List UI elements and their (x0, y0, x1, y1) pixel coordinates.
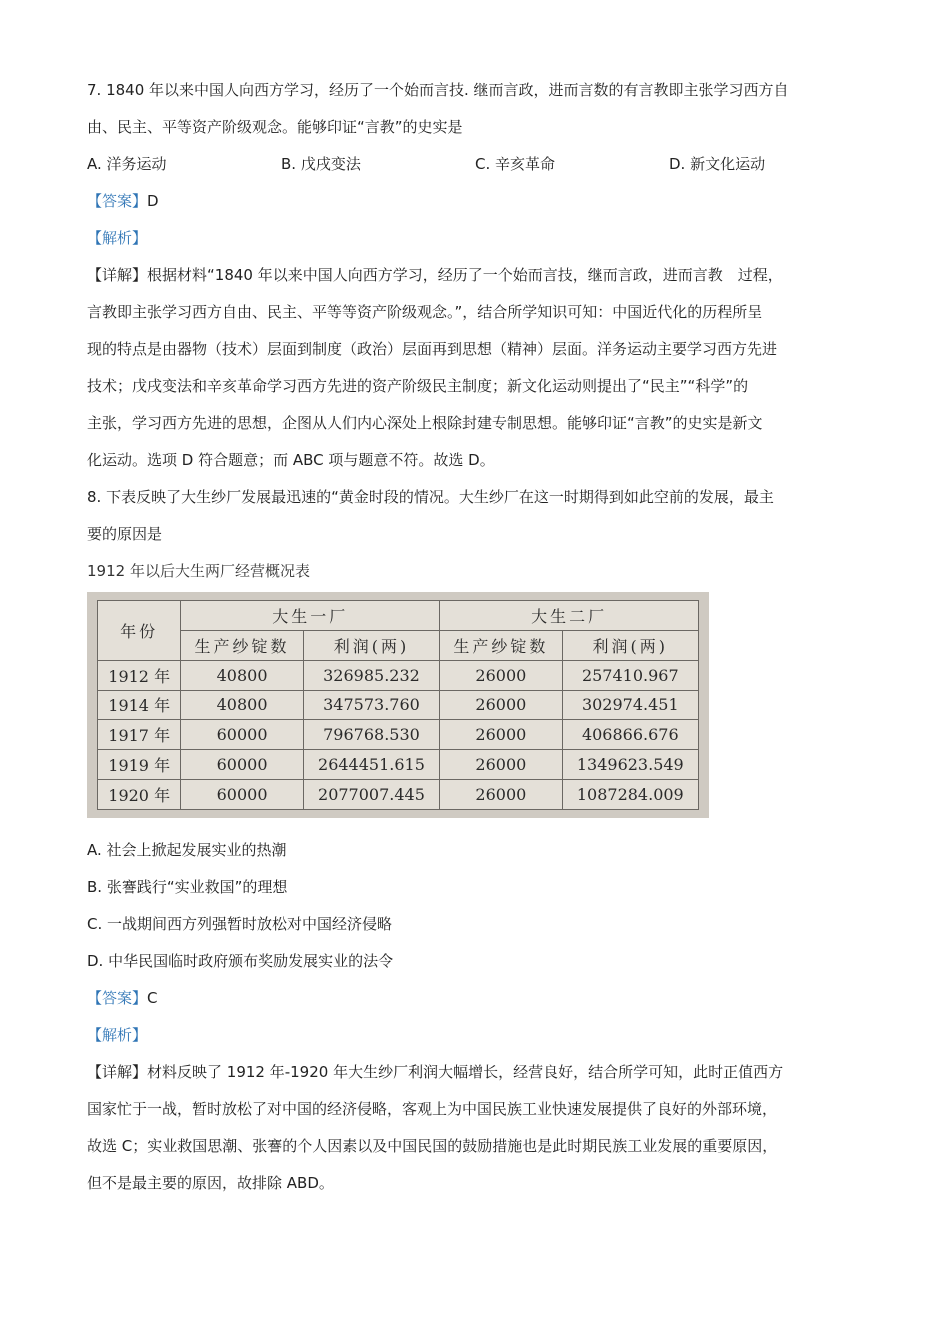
q7-detail-text-1: 根据材料“1840 年以来中国人向西方学习，经历了一个始而言技，继而言政，进而言教 过程， (147, 266, 783, 284)
q7-stem-line-2: 由、民主、平等资产阶级观念。能够印证“言教”的史实是 (87, 118, 463, 136)
header-mill-2: 大生二厂 (440, 601, 699, 631)
q8-stem-line-1: 8. 下表反映了大生纱厂发展最迅速的“黄金时段的情况。大生纱厂在这一时期得到如此空前的发展，最主 (87, 488, 774, 506)
q7-option-c: C. 辛亥革命 (475, 155, 556, 173)
header-mill-1: 大生一厂 (181, 601, 440, 631)
q8-option-b: B. 张謇践行“实业救国”的理想 (87, 878, 288, 896)
q8-table-photo (87, 592, 709, 818)
header-mill-2-spindles: 生产纱锭数 (440, 630, 562, 660)
q8-analysis (87, 1017, 877, 1054)
cell-mill-1-spindles: 40800 (181, 660, 303, 690)
document-page (87, 72, 877, 1202)
table-row (98, 660, 699, 690)
q7-option-d: D. 新文化运动 (669, 155, 766, 173)
q7-stem-line-1: 7. 1840 年以来中国人向西方学习，经历了一个始而言技. 继而言政，进而言数的有言教即主张学习西方自 (87, 81, 789, 99)
q8-detail-line-1 (87, 1054, 877, 1091)
header-mill-1-spindles: 生产纱锭数 (181, 630, 303, 660)
cell-year: 1914 年 (98, 690, 181, 720)
cell-year: 1912 年 (98, 660, 181, 690)
cell-mill-1-spindles: 40800 (181, 690, 303, 720)
cell-mill-2-profit: 257410.967 (562, 660, 698, 690)
q8-answer (87, 980, 877, 1017)
q7-detail-line-6: 化运动。选项 D 符合题意；而 ABC 项与题意不符。故选 D。 (87, 451, 495, 469)
q8-answer-tag: 【答案】 (87, 989, 148, 1007)
q7-option-b: B. 戊戌变法 (281, 155, 361, 173)
header-mill-1-profit: 利润(两) (303, 630, 439, 660)
cell-mill-1-profit: 2644451.615 (303, 750, 439, 780)
q8-option-d: D. 中华民国临时政府颁布奖励发展实业的法令 (87, 952, 394, 970)
cell-mill-1-profit: 347573.760 (303, 690, 439, 720)
q8-detail-line-2: 国家忙于一战，暂时放松了对中国的经济侵略，客观上为中国民族工业快速发展提供了良好的外部环境， (87, 1100, 778, 1118)
q8-detail-line-3: 故选 C；实业救国思潮、张謇的个人因素以及中国民国的鼓励措施也是此时期民族工业发展的重要原因， (87, 1137, 778, 1155)
cell-mill-2-spindles: 26000 (440, 660, 562, 690)
cell-mill-1-profit: 326985.232 (303, 660, 439, 690)
cell-mill-2-profit: 1087284.009 (562, 780, 698, 810)
cell-year: 1917 年 (98, 720, 181, 750)
q8-option-c: C. 一战期间西方列强暂时放松对中国经济侵略 (87, 915, 393, 933)
cell-mill-2-spindles: 26000 (440, 750, 562, 780)
cell-mill-2-profit: 302974.451 (562, 690, 698, 720)
q8-table-caption: 1912 年以后大生两厂经营概况表 (87, 562, 310, 580)
cell-mill-2-spindles: 26000 (440, 720, 562, 750)
cell-mill-1-profit: 2077007.445 (303, 780, 439, 810)
q7-detail-line-1 (87, 257, 877, 294)
q7-detail-line-3: 现的特点是由器物（技术）层面到制度（政治）层面再到思想（精神）层面。洋务运动主要学习西方先进 (87, 340, 778, 358)
table-row (98, 750, 699, 780)
q8-detail-line-4: 但不是最主要的原因，故排除 ABD。 (87, 1174, 334, 1192)
q7-analysis (87, 220, 877, 257)
cell-mill-2-profit: 406866.676 (562, 720, 698, 750)
table-row (98, 720, 699, 750)
q7-answer-value: D (147, 192, 159, 210)
mill-operations-table (97, 600, 699, 810)
spacer (87, 818, 877, 832)
q7-option-a: A. 洋务运动 (87, 155, 167, 173)
cell-mill-1-profit: 796768.530 (303, 720, 439, 750)
q8-stem-line-2: 要的原因是 (87, 525, 163, 543)
q8-analysis-tag: 【解析】 (87, 1026, 148, 1044)
table-row (98, 780, 699, 810)
cell-mill-1-spindles: 60000 (181, 720, 303, 750)
cell-mill-1-spindles: 60000 (181, 780, 303, 810)
cell-mill-1-spindles: 60000 (181, 750, 303, 780)
q8-option-a: A. 社会上掀起发展实业的热潮 (87, 841, 287, 859)
cell-year: 1919 年 (98, 750, 181, 780)
table-row (98, 690, 699, 720)
q8-answer-value: C (147, 989, 158, 1007)
q7-detail-tag: 【详解】 (87, 266, 148, 284)
cell-mill-2-spindles: 26000 (440, 780, 562, 810)
cell-mill-2-spindles: 26000 (440, 690, 562, 720)
cell-mill-2-profit: 1349623.549 (562, 750, 698, 780)
q7-analysis-tag: 【解析】 (87, 229, 148, 247)
header-mill-2-profit: 利润(两) (562, 630, 698, 660)
header-year: 年份 (98, 601, 181, 661)
q7-detail-line-5: 主张，学习西方先进的思想，企图从人们内心深处上根除封建专制思想。能够印证“言教”的史实是新文 (87, 414, 763, 432)
q8-detail-text-1: 材料反映了 1912 年-1920 年大生纱厂利润大幅增长，经营良好，结合所学可知，此时正值西方 (147, 1063, 784, 1081)
q7-options (87, 146, 877, 183)
q8-detail-tag: 【详解】 (87, 1063, 148, 1081)
q7-detail-line-4: 技术；戊戌变法和辛亥革命学习西方先进的资产阶级民主制度；新文化运动则提出了“民主”“科学”的 (87, 377, 749, 395)
q7-answer (87, 183, 877, 220)
table-header-row-2 (98, 630, 699, 660)
q7-detail-line-2: 言教即主张学习西方自由、民主、平等等资产阶级观念。”，结合所学知识可知：中国近代化的历程所呈 (87, 303, 763, 321)
cell-year: 1920 年 (98, 780, 181, 810)
q7-answer-tag: 【答案】 (87, 192, 148, 210)
table-header-row-1 (98, 601, 699, 631)
